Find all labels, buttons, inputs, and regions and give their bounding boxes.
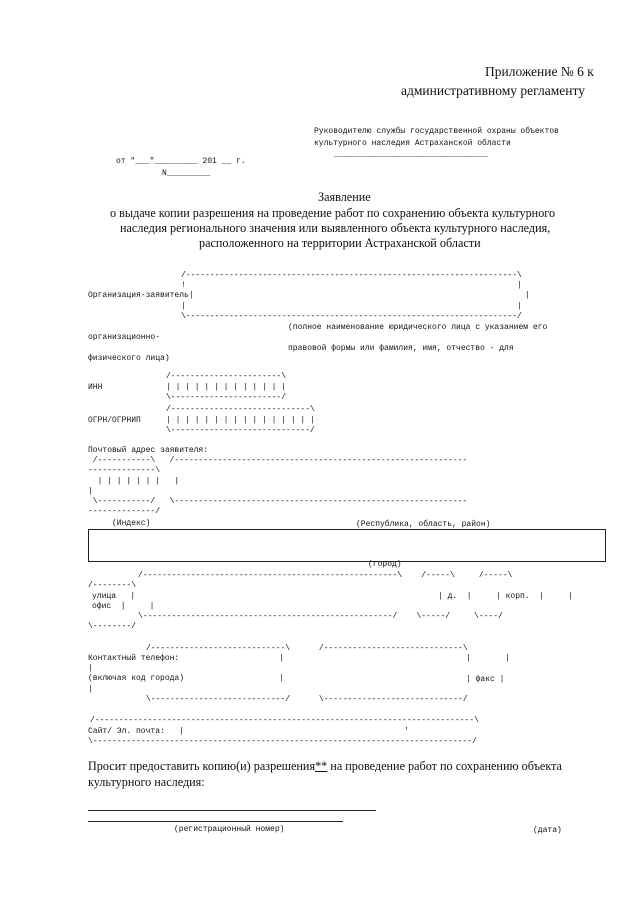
org-hint-3: правовой формы или фамилия, имя, отчество - для [288,344,514,353]
org-box-bottom: \---------------------------------------------------------------------/ [181,312,522,321]
site-box-top: /-------------------------------------------------------------------------------\ [90,716,479,725]
org-hint-1: (полное наименование юридического лица с указанием его [288,323,548,332]
request-text-b: на проведение работ по сохранению объекта [327,759,562,773]
inn-cells[interactable]: | | | | | | | | | | | | | [166,383,287,392]
house-label: | д. | [438,592,472,601]
request-line-2: культурного наследия: [88,775,205,789]
org-box-top: /---------------------------------------------------------------------\ [181,271,522,280]
postal-row-2: --------------\ [88,466,161,475]
request-text-a: Просит предоставить копию(и) разрешения [88,759,316,773]
postal-region-label: (Республика, область, район) [356,520,491,529]
city-row-6: \--------/ [88,622,137,631]
phone-field-pipe[interactable]: | [279,654,284,663]
city-row-2: /--------\ [88,581,137,590]
contacts-box-bottom: \----------------------------/ \-----------------------------/ [146,695,468,704]
address-line-field[interactable] [88,529,606,562]
org-box-row-1: ! | [181,281,522,290]
city-label: (город) [368,560,402,569]
phone-label: Контактный телефон: [88,654,180,663]
street-label: улица | [92,592,136,601]
phone-left-pipe-1: | [88,664,93,673]
fax-field-pipe-a: | [466,654,471,663]
inn-box-bottom: \-----------------------/ [166,393,287,402]
postal-row-4: | [88,487,93,496]
appendix-line-1: Приложение № 6 к [485,64,594,79]
contacts-box-top: /----------------------------\ /-----------------------------\ [146,644,468,653]
city-row-1: /-----------------------------------------------------\ /-----\ /-----\ [138,571,513,580]
ogrn-label: ОГРН/ОГРНИП [88,416,141,425]
postal-row-5: \-----------/ \------------------------------------------------------------- [88,497,468,506]
org-hint-4: физического лица) [88,354,170,363]
ogrn-box-top: /-----------------------------\ [166,405,315,414]
addressee-underline: ________________________________ [334,150,488,159]
site-label[interactable]: Сайт/ Эл. почта: | [88,727,185,736]
site-box-bottom: \-------------------------------------------------------------------------------/ [88,737,477,746]
phone-left-pipe-2: | [88,685,93,694]
postal-row-1: /-----------\ /------------------------------------------------------------- [88,456,468,465]
phone-code-label: (включая код города) [88,674,185,683]
number-line: N_________ [162,169,211,178]
fax-label[interactable]: | факс | [466,675,505,684]
korp-label: | корп. | | [496,592,573,601]
ogrn-box-bottom: \-----------------------------/ [166,426,315,435]
org-box-row-3: | | [181,302,522,311]
site-tick: ' [404,727,409,736]
office-label: офис | | [92,602,155,611]
request-line-1 [88,759,562,774]
reg-number-line-1[interactable] [88,810,376,811]
title-heading: Заявление [318,190,371,204]
title-line-1: о выдаче копии разрешения на проведение работ по сохранению объекта культурного [110,206,556,220]
inn-label: ИНН [88,383,103,392]
title-line-2: наследия регионального значения или выявленного объекта культурного наследия, [120,221,551,235]
date-label: (дата) [533,826,562,835]
inn-box-top: /-----------------------\ [166,372,287,381]
org-hint-2: организационно- [88,333,161,342]
addressee-line-1: Руководителю службы государственной охраны объектов [314,127,559,136]
phone-field-pipe-2: | [279,674,284,683]
postal-index-label: (Индекс) [112,519,151,528]
fax-field-pipe-b: | [505,654,510,663]
city-row-5: \----------------------------------------------------/ \-----/ \----/ [138,612,503,621]
org-applicant-label: Организация-заявитель| | [88,291,530,300]
title-line-3: расположенного на территории Астраханской области [199,236,481,250]
request-stars: ** [315,759,328,773]
postal-label: Почтовый адрес заявителя: [88,446,209,455]
appendix-line-2: административному регламенту [401,83,585,98]
ogrn-cells[interactable]: | | | | | | | | | | | | | | | | [166,416,315,425]
date-line: от "___"_________ 201 __ г. [116,157,246,166]
postal-row-6: --------------/ [88,507,161,516]
addressee-line-2: культурного наследия Астраханской области [314,139,511,148]
reg-number-label: (регистрационный номер) [174,825,285,834]
postal-index-cells[interactable]: | | | | | | | | [88,477,180,486]
reg-number-line-2[interactable] [88,821,343,822]
